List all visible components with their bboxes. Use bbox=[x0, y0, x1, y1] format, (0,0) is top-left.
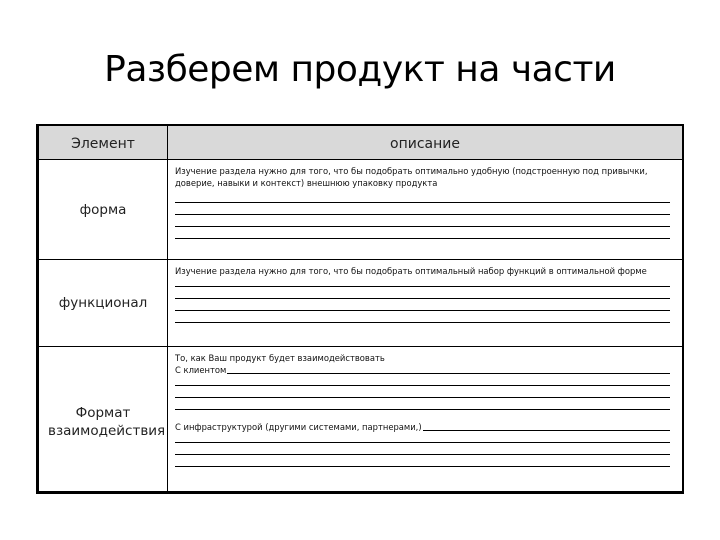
blank-line[interactable] bbox=[175, 301, 670, 313]
infra-label: С инфраструктурой (другими системами, партнерами,) bbox=[175, 422, 422, 432]
description-text: Изучение раздела нужно для того, что бы подобрать оптимальный набор функций в оптимальной форме bbox=[175, 266, 647, 276]
column-divider bbox=[167, 126, 168, 491]
blank-line[interactable] bbox=[175, 217, 670, 229]
header-element: Элемент bbox=[71, 136, 135, 152]
table-row-forma bbox=[39, 160, 682, 260]
blank-line[interactable] bbox=[175, 376, 670, 388]
description-cell bbox=[175, 265, 670, 325]
description-text: То, как Ваш продукт будет взаимодействовать bbox=[175, 353, 385, 363]
blank-line[interactable] bbox=[175, 229, 670, 241]
blank-line[interactable] bbox=[175, 445, 670, 457]
blank-line[interactable] bbox=[423, 429, 670, 431]
product-breakdown-table bbox=[36, 124, 684, 494]
client-label: С клиентом bbox=[175, 365, 227, 375]
blank-line[interactable] bbox=[175, 193, 670, 205]
table-row-funktsional bbox=[39, 260, 682, 347]
blank-line[interactable] bbox=[175, 205, 670, 217]
blank-line[interactable] bbox=[175, 277, 670, 289]
element-label: Формат взаимодействия bbox=[48, 405, 166, 439]
blank-line[interactable] bbox=[175, 313, 670, 325]
blank-line[interactable] bbox=[175, 457, 670, 469]
table-header bbox=[39, 126, 682, 160]
blank-line[interactable] bbox=[227, 372, 670, 374]
description-cell bbox=[175, 352, 670, 469]
blank-line[interactable] bbox=[175, 400, 670, 412]
description-cell bbox=[175, 165, 670, 241]
description-text: Изучение раздела нужно для того, что бы подобрать оптимально удобную (подстроенную под привычки, bbox=[175, 166, 648, 176]
blank-line[interactable] bbox=[175, 388, 670, 400]
element-cell bbox=[39, 347, 167, 491]
table-row-format bbox=[39, 347, 682, 491]
element-cell: функционал bbox=[58, 295, 148, 311]
element-cell: форма bbox=[79, 201, 127, 218]
header-description: описание bbox=[390, 136, 460, 152]
slide-title: Разберем продукт на части bbox=[104, 49, 616, 90]
client-line[interactable] bbox=[175, 364, 670, 376]
description-text: доверие, навыки и контекст) внешнюю упаковку продукта bbox=[175, 178, 438, 188]
blank-line[interactable] bbox=[175, 289, 670, 301]
blank-line[interactable] bbox=[175, 433, 670, 445]
infra-line[interactable] bbox=[175, 421, 670, 433]
